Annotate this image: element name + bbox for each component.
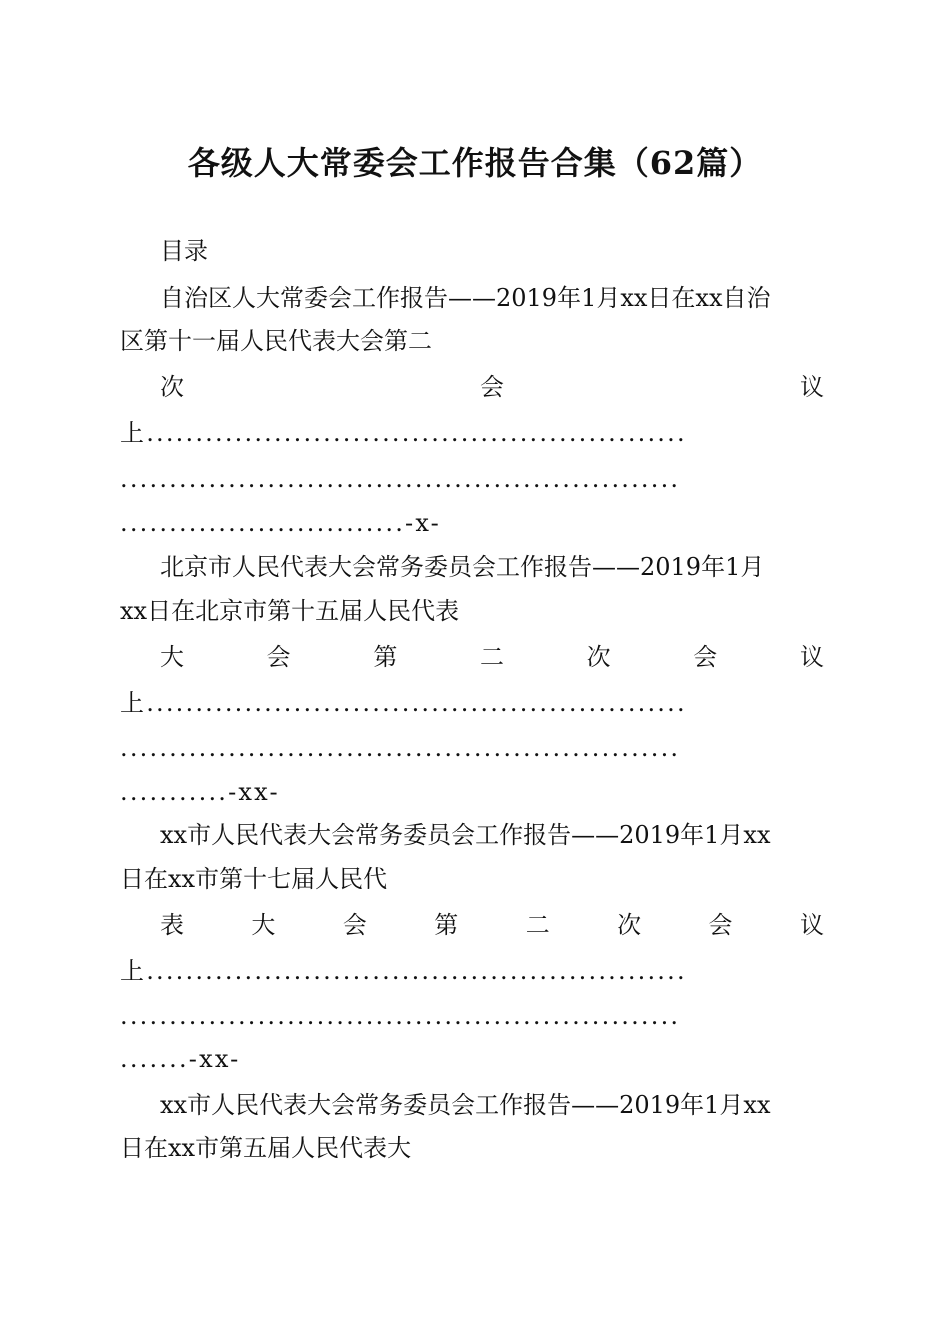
toc-entry-2-char: 会 <box>693 643 718 671</box>
toc-entry-1-line-2: 区第十一届人民代表大会第二 <box>120 327 432 355</box>
toc-entry-2-spread-line <box>160 640 824 674</box>
toc-entry-1-leader-1: 上....................................................... <box>120 419 687 447</box>
toc-entry-1-page-ref: .............................-x- <box>120 509 441 537</box>
toc-entry-2-leader-1: 上....................................................... <box>120 689 687 717</box>
toc-entry-3-spread-line <box>160 908 824 942</box>
toc-entry-2-char: 二 <box>479 643 504 671</box>
toc-entry-1-spread-line <box>160 370 824 404</box>
toc-entry-4-line-1: xx市人民代表大会常务委员会工作报告——2019年1月xx <box>160 1091 771 1119</box>
toc-entry-2-char: 议 <box>799 643 824 671</box>
toc-entry-2-page-ref: ...........-xx- <box>120 778 280 806</box>
toc-entry-3-char: 大 <box>251 911 276 939</box>
toc-entry-1-line-1: 自治区人大常委会工作报告——2019年1月xx日在xx自治 <box>160 284 771 312</box>
toc-entry-2-char: 第 <box>373 643 398 671</box>
toc-entry-3-line-1: xx市人民代表大会常务委员会工作报告——2019年1月xx <box>160 821 771 849</box>
toc-heading: 目录 <box>160 237 208 265</box>
toc-entry-3-char: 表 <box>160 911 184 939</box>
toc-entry-3-char: 会 <box>708 911 733 939</box>
toc-entry-1-char: 次 <box>160 373 184 401</box>
toc-entry-3-char: 会 <box>342 911 367 939</box>
toc-entry-3-line-2: 日在xx市第十七届人民代 <box>120 865 388 893</box>
toc-entry-2-char: 大 <box>160 643 184 671</box>
toc-entry-1-leader-2: ......................................................... <box>120 465 681 493</box>
toc-entry-3-char: 二 <box>525 911 550 939</box>
toc-entry-2-line-2: xx日在北京市第十五届人民代表 <box>120 597 460 625</box>
document-title: 各级人大常委会工作报告合集（62篇） <box>187 144 763 182</box>
toc-entry-3-leader-2: ......................................................... <box>120 1002 681 1030</box>
toc-entry-4-line-2: 日在xx市第五届人民代表大 <box>120 1134 412 1162</box>
toc-entry-1-char: 会 <box>480 373 504 401</box>
toc-entry-2-char: 会 <box>266 643 291 671</box>
toc-entry-3-leader-1: 上....................................................... <box>120 957 687 985</box>
toc-entry-3-page-ref: .......-xx- <box>120 1045 241 1073</box>
toc-entry-3-char: 第 <box>434 911 459 939</box>
toc-entry-2-line-1: 北京市人民代表大会常务委员会工作报告——2019年1月 <box>160 553 765 581</box>
toc-entry-1-char: 议 <box>800 373 824 401</box>
toc-entry-2-leader-2: ......................................................... <box>120 734 681 762</box>
toc-entry-3-char: 议 <box>799 911 824 939</box>
toc-entry-3-char: 次 <box>617 911 642 939</box>
toc-entry-2-char: 次 <box>586 643 611 671</box>
